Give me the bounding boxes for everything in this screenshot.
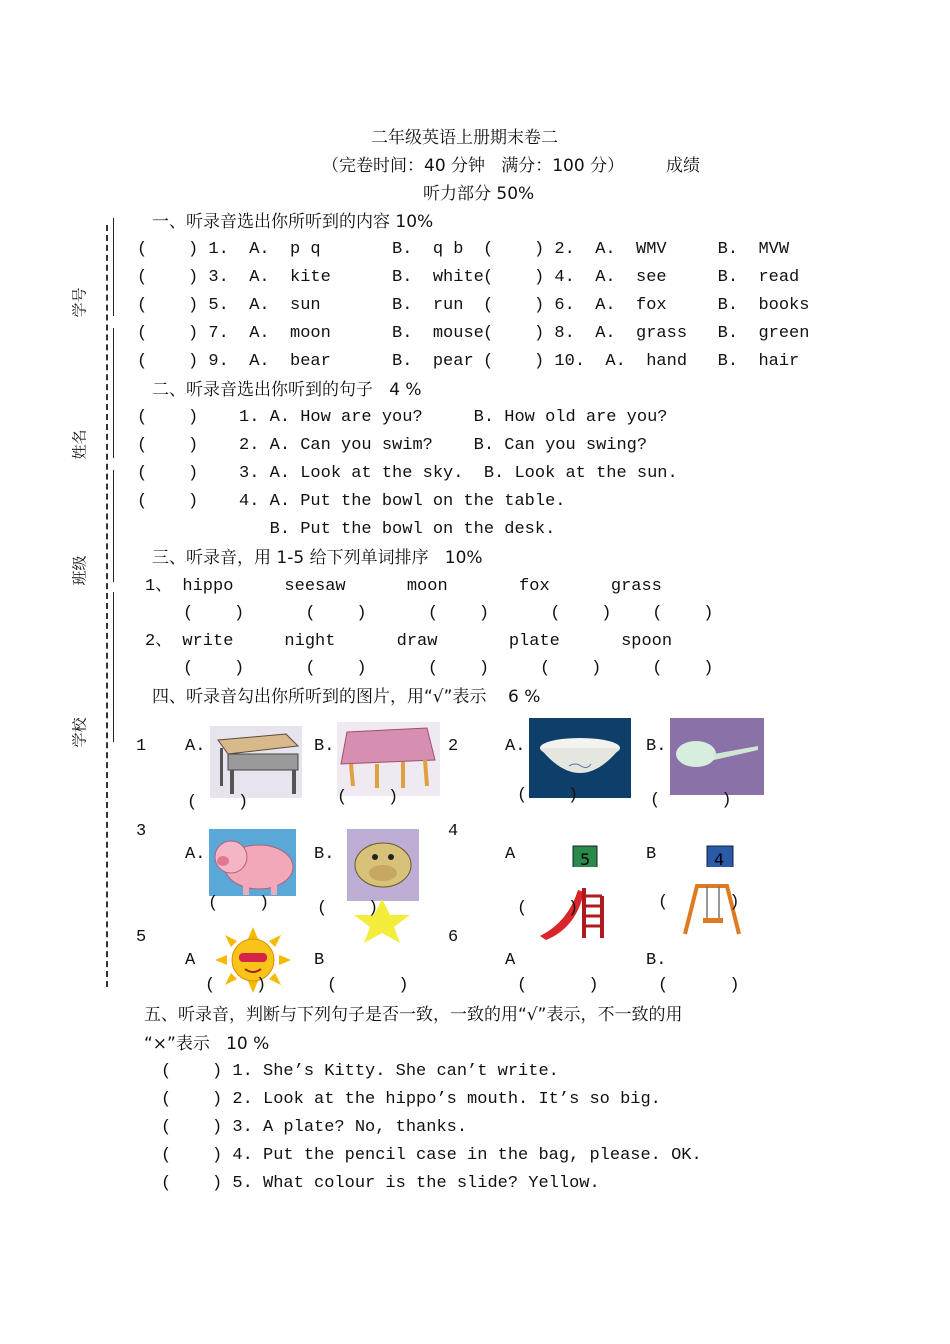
s1-row-right: ( ) 8. A. grass B. green (483, 324, 810, 343)
s1-row-right: ( ) 2. A. WMV B. MVW (483, 240, 790, 259)
side-line (113, 592, 114, 742)
answer-bracket[interactable]: ( ) (517, 976, 599, 995)
q-number: 2 (448, 737, 459, 756)
listening-label: 听力部分 50% (423, 184, 535, 204)
s3-row1-brackets: ( ) ( ) ( ) ( ) ( ) (183, 604, 714, 623)
s1-row-left: ( ) 1. A. p q B. q b (137, 240, 464, 259)
q-number: 6 (448, 928, 459, 947)
answer-bracket[interactable]: ( ) (337, 788, 399, 807)
s3-row1-words: 1、 hippo seesaw moon fox grass (145, 577, 662, 596)
option-label: A (505, 951, 516, 970)
s2-row: ( ) 4. A. Put the bowl on the table. (137, 492, 566, 511)
side-line (113, 470, 114, 582)
section5-heading-cont: “×”表示 10 % (144, 1034, 270, 1054)
answer-bracket[interactable]: ( ) (517, 899, 579, 918)
option-label: B (646, 845, 657, 864)
side-xuexiao: 学校 (70, 717, 89, 748)
svg-text:4: 4 (714, 850, 725, 867)
binding-dash-line (106, 225, 108, 987)
answer-bracket[interactable]: ( ) (650, 791, 732, 810)
answer-bracket[interactable]: ( ) (327, 976, 409, 995)
pig-picture[interactable] (209, 829, 296, 896)
s1-row-right: ( ) 4. A. see B. read (483, 268, 800, 287)
s1-row-left: ( ) 9. A. bear B. pear (137, 352, 474, 371)
q-number: 5 (136, 928, 147, 947)
s5-row: ( ) 1. She’s Kitty. She can’t write. (161, 1062, 559, 1081)
score-label: 成绩 (666, 156, 700, 176)
q-number: 3 (136, 822, 147, 841)
answer-bracket[interactable]: ( ) (187, 793, 249, 812)
s2-row: ( ) 3. A. Look at the sky. B. Look at the sun. (137, 464, 678, 483)
section1-heading: 一、听录音选出你所听到的内容 10% (152, 212, 434, 232)
option-label: A. (185, 737, 206, 756)
s5-row: ( ) 5. What colour is the slide? Yellow. (161, 1174, 600, 1193)
option-label: A. (185, 845, 206, 864)
option-label: B. (646, 951, 667, 970)
section2-heading: 二、听录音选出你听到的句子 4 % (152, 380, 422, 400)
option-label: B (314, 951, 325, 970)
q-number: 1 (136, 737, 147, 756)
s1-row-right: ( ) 10. A. hand B. hair (483, 352, 800, 371)
side-xingming: 姓名 (70, 429, 89, 460)
s1-row-right: ( ) 6. A. fox B. books (483, 296, 810, 315)
s1-row-left: ( ) 5. A. sun B. run (137, 296, 464, 315)
section5-heading: 五、听录音，判断与下列句子是否一致，一致的用“√”表示，不一致的用 (144, 1005, 683, 1025)
s2-row: ( ) 2. A. Can you swim? B. Can you swing? (137, 436, 648, 455)
side-line (113, 218, 114, 316)
option-label: B. (646, 737, 667, 756)
answer-bracket[interactable]: ( ) (317, 899, 379, 918)
answer-bracket[interactable]: ( ) (517, 786, 579, 805)
option-label: A. (505, 737, 526, 756)
q-number: 4 (448, 822, 459, 841)
svg-text:5: 5 (580, 850, 591, 867)
page-title: 二年级英语上册期末卷二 (371, 128, 558, 148)
s3-row2-words: 2、 write night draw plate spoon (145, 632, 673, 651)
section3-heading: 三、听录音，用 1-5 给下列单词排序 10% (152, 548, 483, 568)
answer-bracket[interactable]: ( ) (208, 894, 270, 913)
table-picture[interactable] (337, 722, 440, 796)
hippo-picture[interactable] (347, 829, 419, 901)
answer-bracket[interactable]: ( ) (658, 893, 740, 912)
answer-bracket[interactable]: ( ) (205, 976, 267, 995)
side-banji: 班级 (70, 555, 89, 586)
s1-row-left: ( ) 7. A. moon B. mouse (137, 324, 484, 343)
option-label: B. (314, 737, 335, 756)
s1-row-left: ( ) 3. A. kite B. white (137, 268, 484, 287)
s5-row: ( ) 3. A plate? No, thanks. (161, 1118, 468, 1137)
s2-row: ( ) 1. A. How are you? B. How old are you? (137, 408, 668, 427)
desk-picture[interactable] (210, 726, 302, 798)
option-label: A (185, 951, 196, 970)
s2-row: B. Put the bowl on the desk. (137, 520, 556, 539)
spoon-picture[interactable] (670, 718, 764, 795)
s5-row: ( ) 2. Look at the hippo’s mouth. It’s so big. (161, 1090, 661, 1109)
card-four-icon (706, 843, 734, 867)
side-xuehao: 学号 (70, 287, 89, 318)
s3-row2-brackets: ( ) ( ) ( ) ( ) ( ) (183, 659, 714, 678)
option-label: A (505, 845, 516, 864)
option-label: B. (314, 845, 335, 864)
side-line (113, 328, 114, 458)
s5-row: ( ) 4. Put the pencil case in the bag, please. OK. (161, 1146, 702, 1165)
card-five-icon (572, 843, 598, 867)
page-subtitle: （完卷时间：40 分钟 满分：100 分） (322, 156, 625, 176)
section4-heading: 四、听录音勾出你所听到的图片，用“√”表示 6 % (152, 687, 541, 707)
answer-bracket[interactable]: ( ) (658, 976, 740, 995)
